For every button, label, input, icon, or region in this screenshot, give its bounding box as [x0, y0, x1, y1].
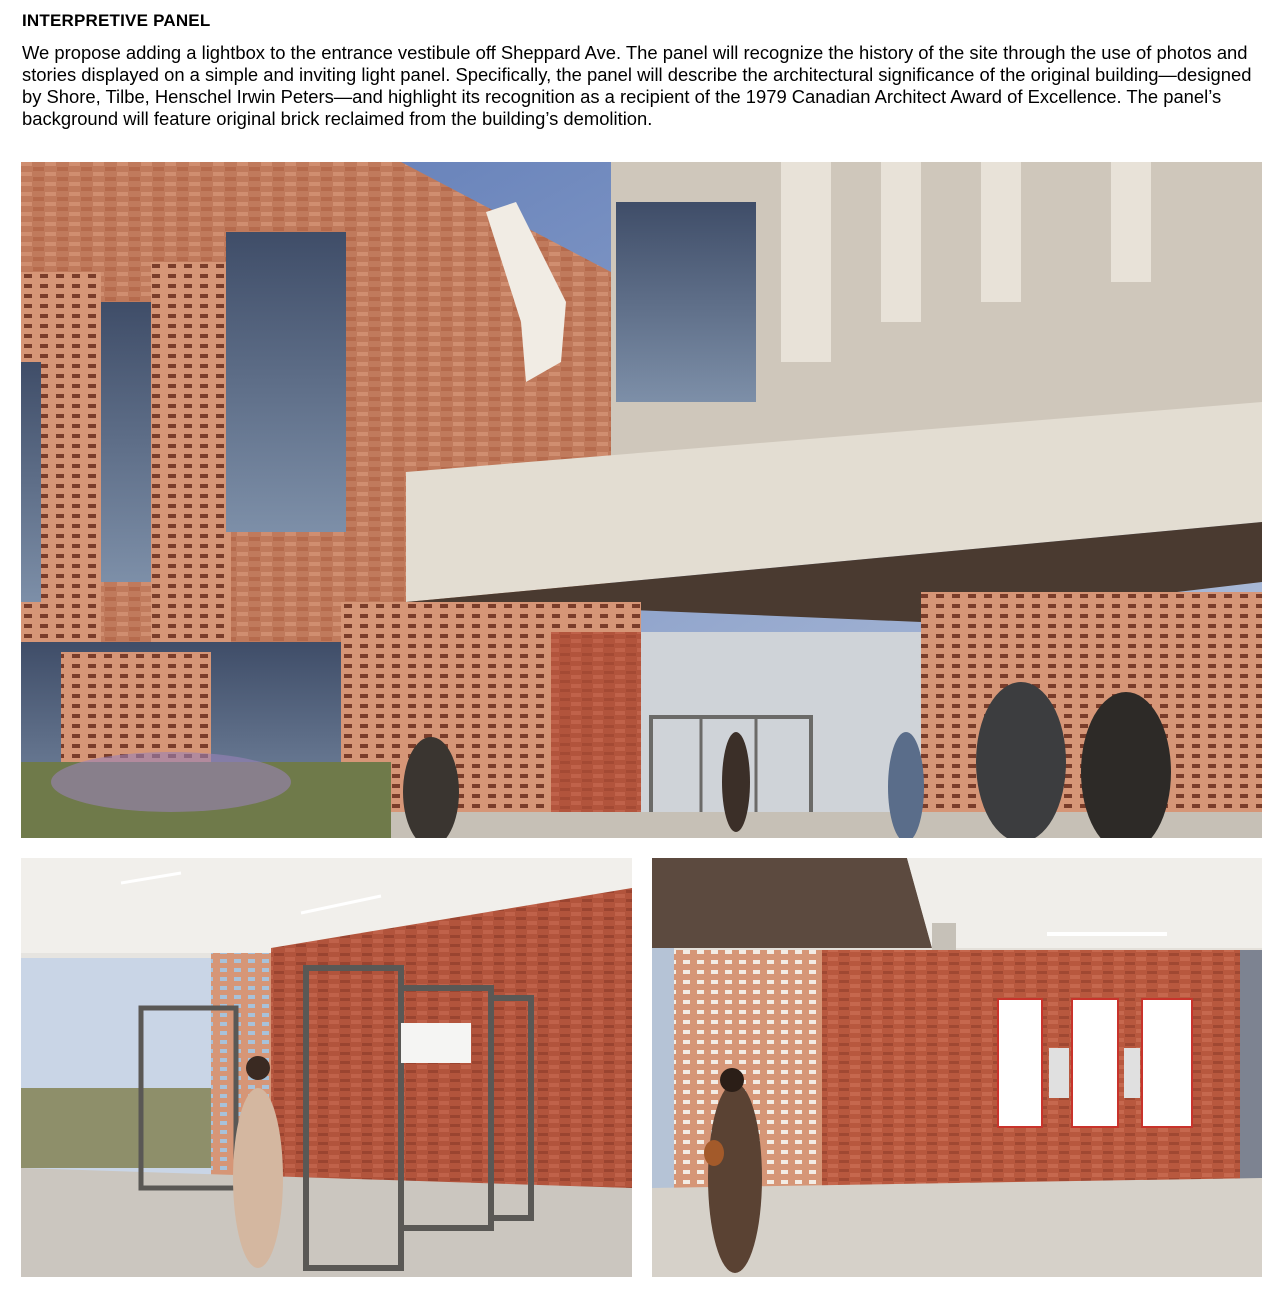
vestibule-rendering-image	[21, 858, 632, 1277]
exterior-rendering-image	[21, 162, 1262, 838]
page-title: INTERPRETIVE PANEL	[22, 11, 211, 30]
lightbox-rendering-image	[652, 858, 1262, 1277]
description-paragraph: We propose adding a lightbox to the entrance vestibule off Sheppard Ave. The panel will recognize the history of the site through the use of photos and stories displayed on a simple and inviting light panel. Specifically, the panel will describe the architectural significance of the original building—designed by Shore, Tilbe, Henschel Irwin Peters—and highlight its recognition as a recipient of the 1979 Canadian Architect Award of Excellence. The panel’s background will feature original brick reclaimed from the building’s demolition.	[22, 42, 1252, 129]
